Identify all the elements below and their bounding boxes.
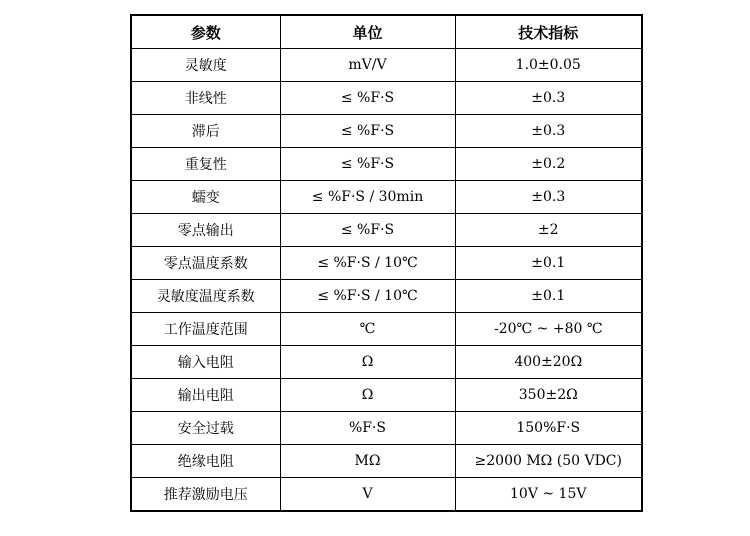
table-row: [131, 247, 642, 280]
spec-cell: ±2: [455, 214, 642, 247]
spec-cell: -20℃ ~ +80 ℃: [455, 313, 642, 346]
unit-cell: ≤ %F·S: [280, 82, 455, 115]
table-row: [131, 280, 642, 313]
table-row: [131, 214, 642, 247]
table-row: [131, 181, 642, 214]
param-cell: 蠕变: [131, 181, 280, 214]
unit-cell: Ω: [280, 379, 455, 412]
table-row: [131, 478, 642, 512]
unit-cell: mV/V: [280, 49, 455, 82]
param-cell: 灵敏度: [131, 49, 280, 82]
spec-cell: ±0.1: [455, 247, 642, 280]
spec-cell: ≥2000 MΩ (50 VDC): [455, 445, 642, 478]
param-cell: 灵敏度温度系数: [131, 280, 280, 313]
spec-cell: 350±2Ω: [455, 379, 642, 412]
spec-cell: 1.0±0.05: [455, 49, 642, 82]
spec-cell: ±0.3: [455, 82, 642, 115]
param-cell: 推荐激励电压: [131, 478, 280, 512]
unit-cell: ≤ %F·S / 30min: [280, 181, 455, 214]
param-cell: 输出电阻: [131, 379, 280, 412]
param-cell: 滞后: [131, 115, 280, 148]
unit-cell: ℃: [280, 313, 455, 346]
unit-cell: MΩ: [280, 445, 455, 478]
spec-cell: 150%F·S: [455, 412, 642, 445]
unit-cell: V: [280, 478, 455, 512]
unit-cell: ≤ %F·S: [280, 148, 455, 181]
table-row: [131, 115, 642, 148]
table-row: [131, 379, 642, 412]
spec-table: [130, 14, 643, 512]
param-cell: 绝缘电阻: [131, 445, 280, 478]
param-cell: 零点输出: [131, 214, 280, 247]
table-header-row: [131, 15, 642, 49]
table-row: [131, 82, 642, 115]
unit-cell: %F·S: [280, 412, 455, 445]
unit-cell: ≤ %F·S / 10℃: [280, 280, 455, 313]
table-row: [131, 445, 642, 478]
header-spec: 技术指标: [455, 15, 642, 49]
param-cell: 安全过载: [131, 412, 280, 445]
spec-cell: ±0.2: [455, 148, 642, 181]
param-cell: 非线性: [131, 82, 280, 115]
param-cell: 重复性: [131, 148, 280, 181]
spec-cell: 400±20Ω: [455, 346, 642, 379]
unit-cell: ≤ %F·S: [280, 214, 455, 247]
table-row: [131, 148, 642, 181]
param-cell: 工作温度范围: [131, 313, 280, 346]
param-cell: 输入电阻: [131, 346, 280, 379]
spec-cell: ±0.1: [455, 280, 642, 313]
table-row: [131, 412, 642, 445]
header-param: 参数: [131, 15, 280, 49]
header-unit: 单位: [280, 15, 455, 49]
spec-cell: ±0.3: [455, 115, 642, 148]
unit-cell: ≤ %F·S / 10℃: [280, 247, 455, 280]
param-cell: 零点温度系数: [131, 247, 280, 280]
table-row: [131, 346, 642, 379]
spec-cell: ±0.3: [455, 181, 642, 214]
unit-cell: ≤ %F·S: [280, 115, 455, 148]
spec-cell: 10V ~ 15V: [455, 478, 642, 512]
unit-cell: Ω: [280, 346, 455, 379]
table-row: [131, 313, 642, 346]
table-row: [131, 49, 642, 82]
